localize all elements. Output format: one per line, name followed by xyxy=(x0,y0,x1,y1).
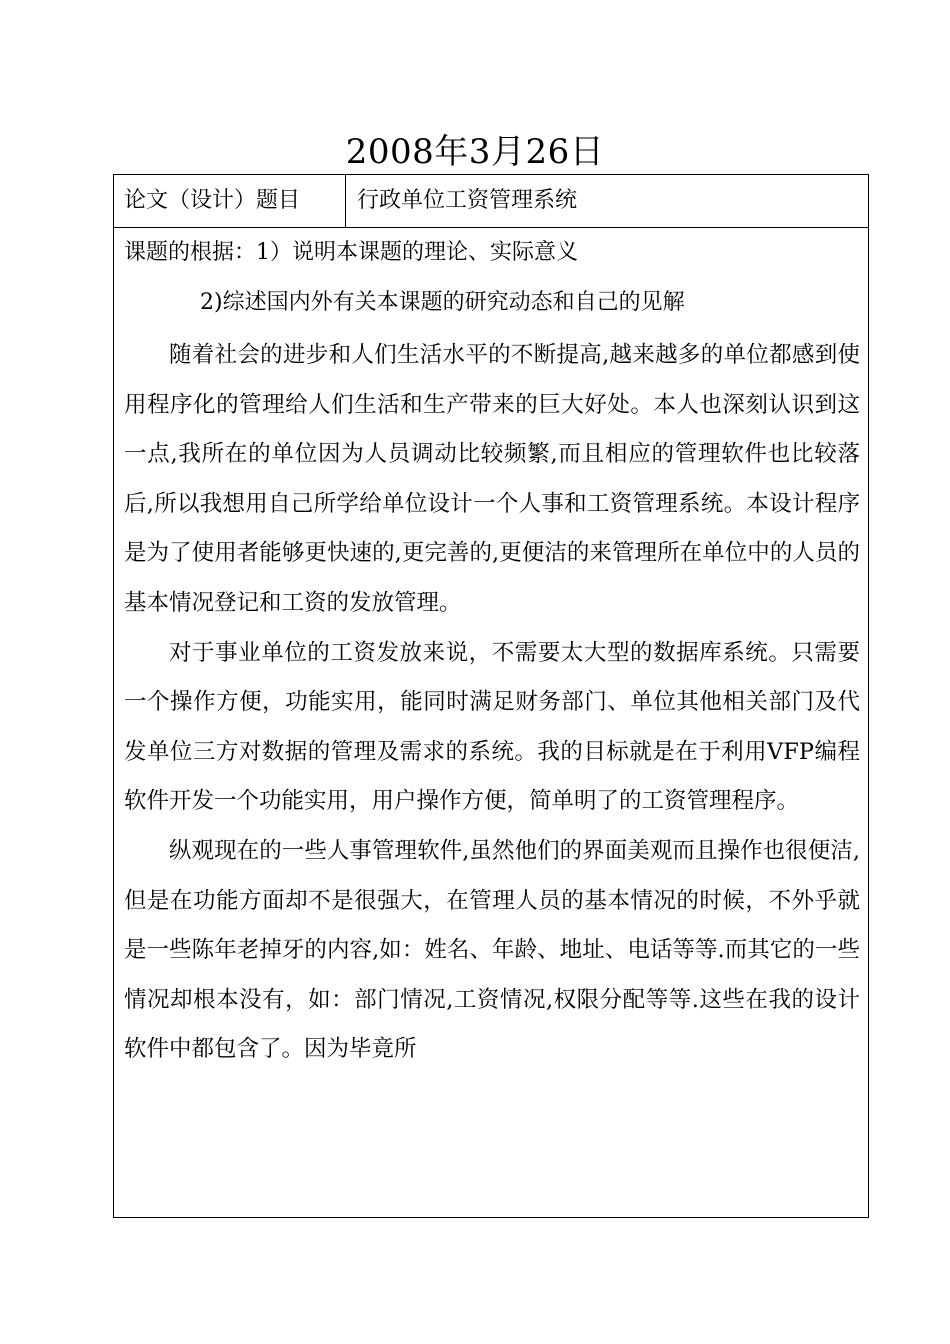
paragraph: 随着社会的进步和人们生活水平的不断提高,越来越多的单位都感到使用程序化的管理给人们生活和生产带来的巨大好处。本人也深刻认识到这一点,我所在的单位因为人员调动比较频繁,而且相应的管理软件也比较落后,所以我想用自己所学给单位设计一个人事和工资管理系统。本设计程序是为了使用者能够更快速的,更完善的,更便洁的来管理所在单位中的人员的基本情况登记和工资的发放管理。 xyxy=(124,342,860,616)
title-label: 论文（设计）题目 xyxy=(114,175,346,227)
title-value: 行政单位工资管理系统 xyxy=(357,188,578,213)
paragraph: 纵观现在的一些人事管理软件,虽然他们的界面美观而且操作也很便洁,但是在功能方面却不是很强大，在管理人员的基本情况的时候，不外乎就是一些陈年老掉牙的内容,如：姓名、年龄、地址、电话等等.而其它的一些情况却根本没有，如：部门情况,工资情况,权限分配等等.这些在我的设计软件中都包含了。因为毕竟所 xyxy=(124,837,860,1063)
date-heading: 2008年3月26日 xyxy=(345,132,605,172)
basis-subheading: 2)综述国内外有关本课题的研究动态和自己的见解 xyxy=(200,290,685,315)
basis-heading: 课题的根据：1）说明本课题的理论、实际意义 xyxy=(124,240,578,265)
body-text xyxy=(124,331,860,1075)
paragraph: 对于事业单位的工资发放来说，不需要太大型的数据库系统。只需要一个操作方便，功能实用，能同时满足财务部门、单位其他相关部门及代发单位三方对数据的管理及需求的系统。我的目标就是在于利用VFP编程软件开发一个功能实用，用户操作方便，简单明了的工资管理程序。 xyxy=(124,639,860,815)
title-row xyxy=(114,175,868,228)
proposal-form-table xyxy=(113,174,869,1218)
